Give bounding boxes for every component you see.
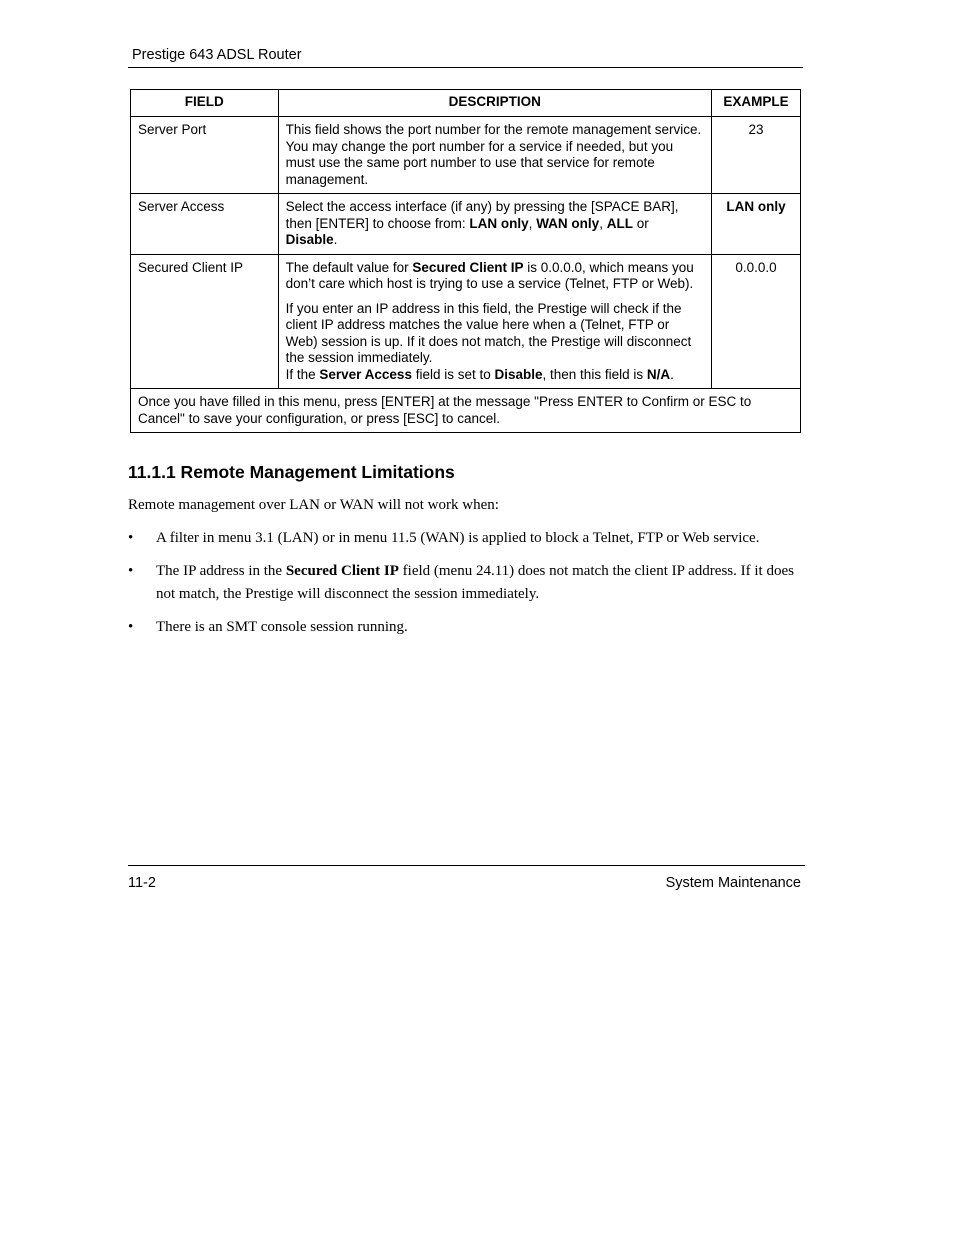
description-paragraph: If you enter an IP address in this field, the Prestige will check if the client IP address matches the value here when a (Telnet, FTP or Web) session is up. If it does not match, the Prestige will disconnect the session immediately.: [285, 300, 692, 365]
list-item-text: There is an SMT console session running.: [156, 619, 408, 635]
description-paragraph: The default value for Secured Client IP is 0.0.0.0, which means you don’t care which host is trying to use a service (Telnet, FTP or Web).: [285, 259, 694, 291]
section-intro: Remote management over LAN or WAN will not work when:: [128, 497, 499, 513]
table-footer-row: [131, 389, 801, 433]
field-description: [278, 254, 711, 389]
table-footer-note: Once you have filled in this menu, press [ENTER] at the message "Press ENTER to Confirm or ESC to Cancel" to save your configuration, or press [ESC] to cancel.: [131, 389, 801, 433]
chapter-title: System Maintenance: [665, 875, 801, 891]
field-description: Select the access interface (if any) by pressing the [SPACE BAR], then [ENTER] to choose from: LAN only, WAN only, ALL or Disable.: [278, 194, 711, 255]
column-header-description: DESCRIPTION: [278, 90, 711, 117]
field-example: 23: [712, 117, 801, 194]
page-number: 11-2: [128, 875, 156, 891]
running-header: Prestige 643 ADSL Router: [132, 47, 302, 63]
table-header-row: [131, 90, 801, 117]
header-rule: [128, 67, 803, 68]
field-description: This field shows the port number for the remote management service. You may change the port number for a service if needed, but you must use the same port number to use that service for remote management.: [278, 117, 711, 194]
bullet-icon: •: [128, 619, 134, 635]
field-example: LAN only: [712, 194, 801, 255]
table-row: [131, 254, 801, 389]
section-heading: 11.1.1 Remote Management Limitations: [128, 462, 455, 482]
footer-rule: [128, 865, 805, 866]
list-item-text: The IP address in the Secured Client IP field (menu 24.11) does not match the client IP address. If it does not match, the Prestige will disconnect the session immediately.: [156, 563, 794, 602]
table-row: [131, 194, 801, 255]
list-item: [128, 560, 798, 606]
list-item: [128, 527, 798, 550]
field-name: Server Access: [131, 194, 279, 255]
field-name: Server Port: [131, 117, 279, 194]
column-header-example: EXAMPLE: [712, 90, 801, 117]
table-row: [131, 117, 801, 194]
description-paragraph: If the Server Access field is set to Disable, then this field is N/A.: [285, 366, 674, 382]
field-name: Secured Client IP: [131, 254, 279, 389]
field-example: 0.0.0.0: [712, 254, 801, 389]
bullet-icon: •: [128, 563, 134, 579]
field-description-table: [130, 89, 801, 433]
list-item: [128, 616, 798, 639]
list-item-text: A filter in menu 3.1 (LAN) or in menu 11.5 (WAN) is applied to block a Telnet, FTP or Web service.: [156, 530, 760, 546]
column-header-field: FIELD: [131, 90, 279, 117]
bullet-icon: •: [128, 530, 134, 546]
